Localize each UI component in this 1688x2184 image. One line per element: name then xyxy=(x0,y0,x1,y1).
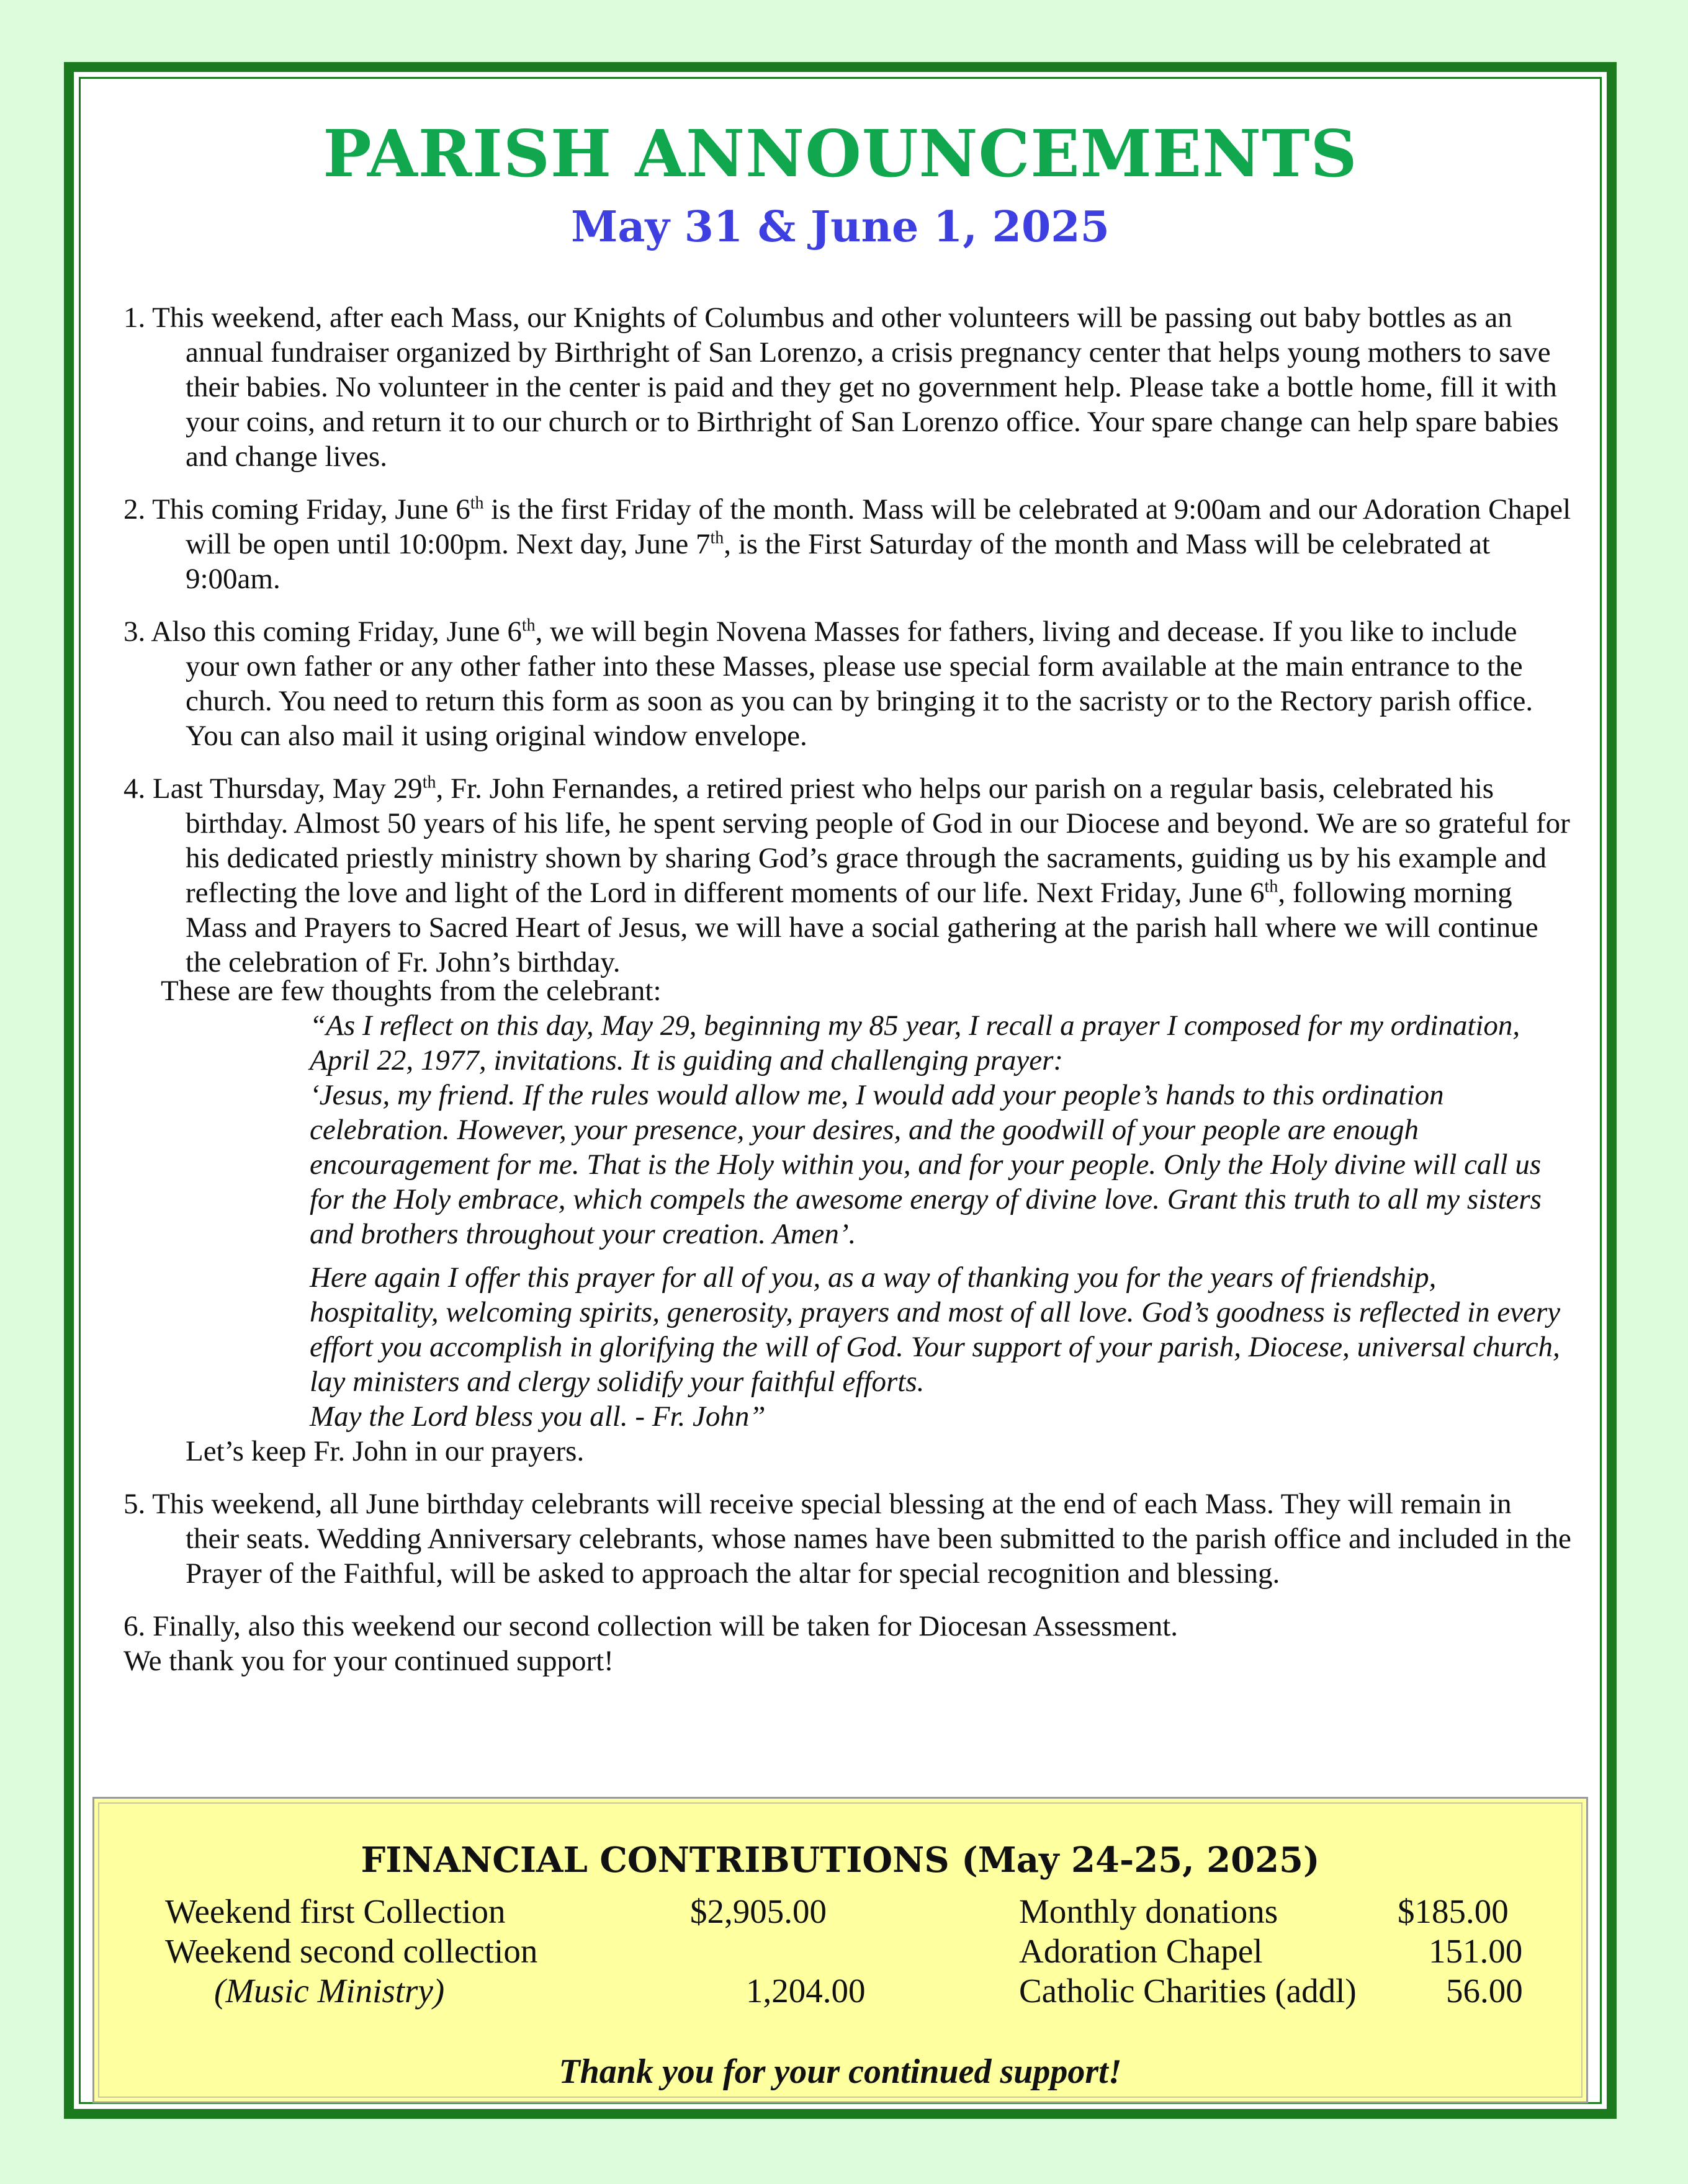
ordinal-suffix: th xyxy=(710,528,724,548)
announcement-2-text: , is the First Saturday of the month and Mass will be celebrated at 9:00am. xyxy=(186,528,1491,595)
financial-thanks: Thank you for your continued support! xyxy=(559,2052,1122,2091)
ordinal-suffix: th xyxy=(470,493,484,513)
announcement-3-text: , we will begin Novena Masses for fathers, living and decease. If you like to include your own father or any other father into these Masses, please use special form available at the main entrance to the church. You need to return this form as soon as you can by bringing it to the sacristy or to the Rectory parish office. You can also mail it using original window envelope. xyxy=(186,615,1533,752)
fin-amount-monthly-donations: $185.00 xyxy=(1398,1892,1509,1930)
ordinal-suffix: th xyxy=(422,772,436,792)
announcement-4-text: 4. Last Thursday, May 29 xyxy=(123,772,423,805)
announcement-3-text: 3. Also this coming Friday, June 6 xyxy=(123,615,522,648)
announcement-4-text: , Fr. John Fernandes, a retired priest who helps our parish on a regular basis, celebrated his birthday. Almost 50 years of his life, he spent serving people of God in our Diocese and beyond. We are so grateful for his dedicated priestly ministry shown by sharing God’s grace through the sacraments, guiding us by his example and reflecting the love and light of the Lord in different moments of our life. Next Friday, June 6 xyxy=(186,772,1570,909)
fin-amount-adoration-chapel: 151.00 xyxy=(1429,1932,1523,1970)
financial-title: FINANCIAL CONTRIBUTIONS (May 24-25, 2025) xyxy=(361,1840,1320,1881)
fin-label-music-ministry: (Music Ministry) xyxy=(214,1972,445,2010)
announcement-2 xyxy=(123,492,1572,596)
announcement-6-text: 6. Finally, also this weekend our second collection will be taken for Diocesan Assessment. xyxy=(123,1610,1178,1642)
fin-label-second-collection: Weekend second collection xyxy=(165,1932,538,1970)
announcement-1: 1. This weekend, after each Mass, our Knights of Columbus and other volunteers will be passing out baby bottles as an annual fundraiser organized by Birthright of San Lorenzo, a crisis pregnancy center that helps young mothers to save their babies. No volunteer in the center is paid and they get no government help. Please take a bottle home, fill it with your coins, and return it to our church or to Birthright of San Lorenzo office. Your spare change can help spare babies and change lives. xyxy=(123,302,1559,473)
quote-paragraph: “As I reflect on this day, May 29, beginning my 85 year, I recall a prayer I composed for my ordination, April 22, 1977, invitations. It is guiding and challenging prayer: xyxy=(310,1009,1520,1076)
financial-box xyxy=(92,1797,1588,2103)
ordinal-suffix: th xyxy=(521,615,536,635)
fin-label-catholic-charities: Catholic Charities (addl) xyxy=(1019,1972,1357,2010)
bulletin-page xyxy=(64,62,1617,2119)
announcement-4-text: , following morning Mass and Prayers to Sacred Heart of Jesus, we will have a social gathering at the parish hall where we will continue the celebration of Fr. John’s birthday. xyxy=(186,877,1538,978)
announcement-6 xyxy=(123,1609,1572,1678)
announcement-3 xyxy=(123,614,1572,753)
fin-amount-music-ministry: 1,204.00 xyxy=(746,1972,866,2010)
page-title: PARISH ANNOUNCEMENTS xyxy=(323,115,1358,192)
fin-label-first-collection: Weekend first Collection xyxy=(165,1892,506,1930)
fin-amount-first-collection: $2,905.00 xyxy=(690,1892,827,1930)
announcement-2-text: is the first Friday of the month. Mass will be celebrated at 9:00am and our Adoration Chapel will be open until 10:00pm. Next day, June 7 xyxy=(186,493,1571,560)
fin-label-monthly-donations: Monthly donations xyxy=(1019,1892,1278,1930)
fin-label-adoration-chapel: Adoration Chapel xyxy=(1019,1932,1263,1970)
quote-signature: May the Lord bless you all. - Fr. John” xyxy=(310,1400,766,1433)
announcement-5: 5. This weekend, all June birthday celebrants will receive special blessing at the end of each Mass. They will remain in their seats. Wedding Anniversary celebrants, whose names have been submitted to the parish office and included in the Prayer of the Faithful, will be asked to approach the altar for special recognition and blessing. xyxy=(123,1488,1571,1590)
announcement-6-thanks: We thank you for your continued support! xyxy=(123,1645,614,1677)
celebrant-quote xyxy=(123,1008,1572,1434)
ordinal-suffix: th xyxy=(1264,877,1278,897)
page-date: May 31 & June 1, 2025 xyxy=(571,202,1110,252)
quote-paragraph: Here again I offer this prayer for all of you, as a way of thanking you for the years of friendship, hospitality, welcoming spirits, generosity, prayers and most of all love. God’s goodness is reflected in every effort you accomplish in glorifying the will of God. Your support of your parish, Diocese, universal church, lay ministers and clergy solidify your faithful efforts. xyxy=(310,1261,1561,1398)
announcements-list xyxy=(123,300,1572,1696)
quote-lead: These are few thoughts from the celebrant: xyxy=(161,975,662,1007)
fin-amount-catholic-charities: 56.00 xyxy=(1446,1972,1523,2010)
announcement-2-text: 2. This coming Friday, June 6 xyxy=(123,493,470,526)
quote-paragraph: ‘Jesus, my friend. If the rules would allow me, I would add your people’s hands to this ordination celebration. However, your presence, your desires, and the goodwill of your people are enough encouragement for me. That is the Holy within you, and for your people. Only the Holy divine will call us for the Holy embrace, which compels the awesome energy of divine love. Grant this truth to all my sisters and brothers throughout your creation. Amen’. xyxy=(310,1079,1542,1250)
closing-line: Let’s keep Fr. John in our prayers. xyxy=(186,1435,585,1467)
announcement-4 xyxy=(123,771,1572,980)
